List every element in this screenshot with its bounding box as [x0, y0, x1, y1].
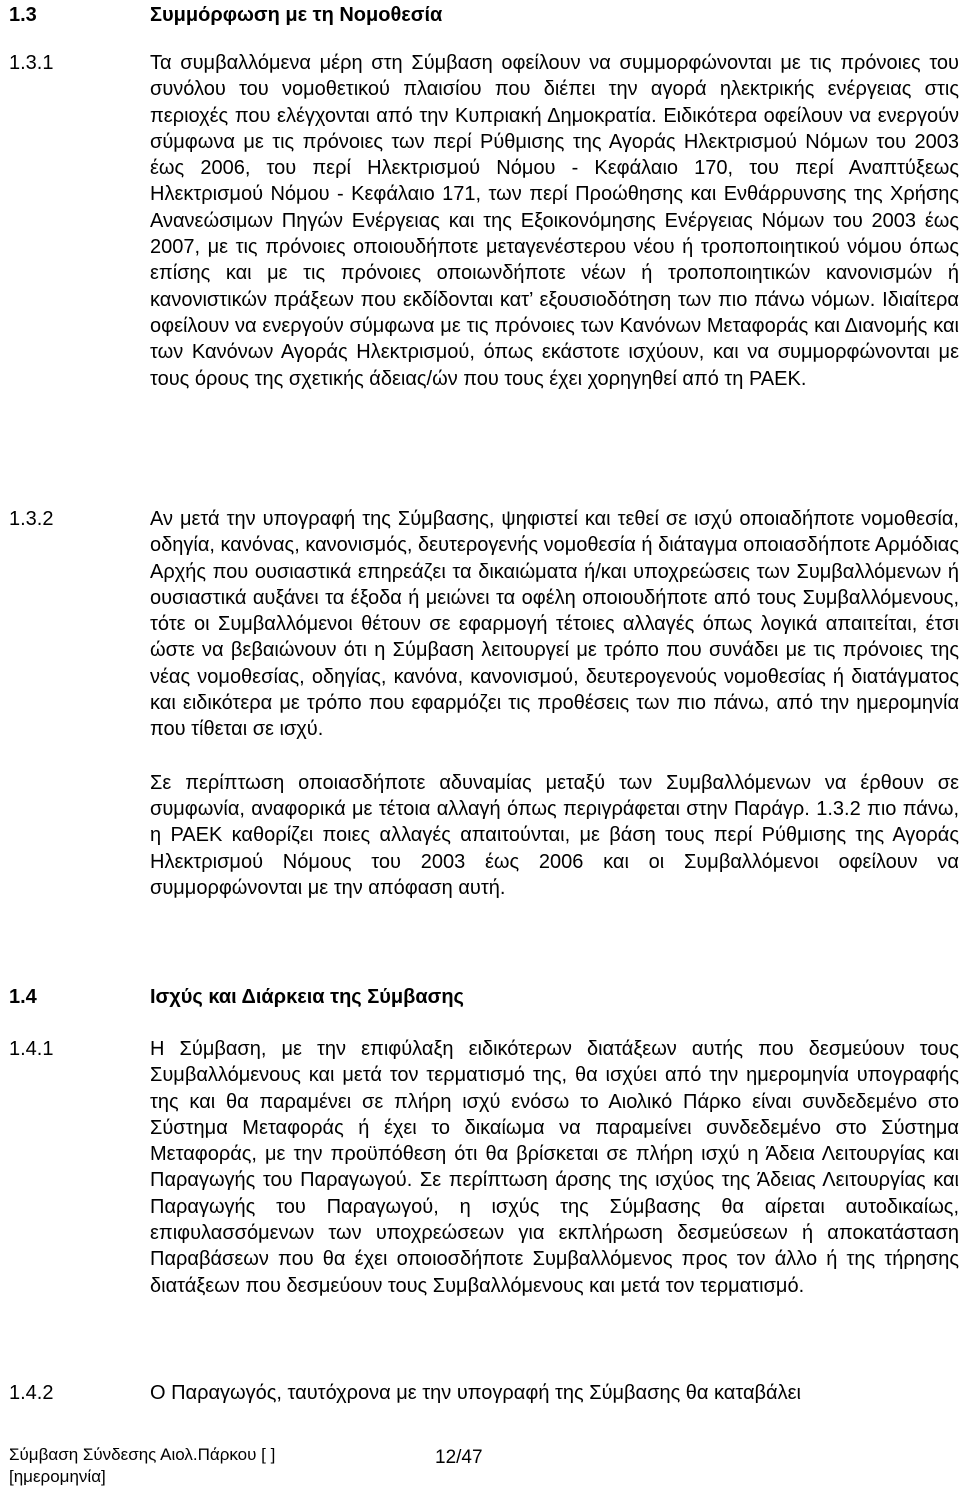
section-heading-1-3 — [9, 2, 959, 28]
footer-document-title: Σύμβαση Σύνδεσης Αιολ.Πάρκου [ ] — [9, 1445, 276, 1464]
footer-document-info — [9, 1444, 369, 1488]
section-number: 1.3 — [9, 4, 37, 26]
clause-number: 1.4.1 — [9, 1038, 54, 1060]
clause-paragraph: Αν μετά την υπογραφή της Σύμβασης, ψηφιστεί και τεθεί σε ισχύ οποιαδήποτε νομοθεσία, οδηγία, κανόνας, κανονισμός, δευτερογενής νομοθεσία ή διάταγμα οποιασδήποτε Αρμόδιας Αρχής που ουσιαστικά επηρεάζει τα δικαιώματα ή/και υποχρεώσεις των Συμβαλλόμενων ή ουσιαστικά αυξάνει τα έξοδα ή μειώνει τα οφέλη οποιουδήποτε από τους Συμβαλλόμενους, τότε οι Συμβαλλόμενοι θέτουν σε εφαρμογή τέτοιες αλλαγές όπως λογικά απαιτείται, έτσι ώστε να βεβαιώνουν ότι η Σύμβαση λειτουργεί με τρόπο που συνάδει με τις πρόνοιες της νέας νομοθεσίας, οδηγίας, κανόνα, κανονισμού, δευτερογενούς νομοθεσίας ή διατάγματος και ειδικότερα με τρόπο που εφαρμόζει τις προθέσεις των πιο πάνω, από την ημερομηνία που τίθεται σε ισχύ. — [150, 508, 959, 741]
clause-paragraph: Σε περίπτωση οποιασδήποτε αδυναμίας μεταξύ των Συμβαλλόμενων να έρθουν σε συμφωνία, αναφορικά με τέτοια αλλαγή όπως περιγράφεται στην Παράγρ. 1.3.2 πιο πάνω, η ΡΑΕΚ καθορίζει ποιες αλλαγές απαιτούνται, με βάση τους περί Ρύθμισης της Αγοράς Ηλεκτρισμού Νόμους του 2003 έως 2006 και οι Συμβαλλόμενοι οφείλουν να συμμορφώνονται με την απόφαση αυτή. — [150, 771, 959, 899]
clause-number: 1.3.2 — [9, 508, 54, 530]
clause-1-3-2 — [9, 506, 959, 901]
page-footer — [9, 1444, 569, 1488]
clause-body — [150, 1380, 959, 1406]
clause-paragraph: Τα συμβαλλόμενα μέρη στη Σύμβαση οφείλουν να συμμορφώνονται με τις πρόνοιες του συνόλου του νομοθετικού πλαισίου που διέπει την αγορά ηλεκτρικής ενέργειας στις περιοχές που ελέγχονται από την Κυπριακή Δημοκρατία. Ειδικότερα οφείλουν να ενεργούν σύμφωνα με τις πρόνοιες των περί Ρύθμισης της Αγοράς Ηλεκτρισμού Νόμων του 2003 έως 2006, του περί Ηλεκτρισμού Νόμου - Κεφάλαιο 170, του περί Αναπτύξεως Ηλεκτρισμού Νόμου - Κεφάλαιο 171, των περί Προώθησης και Ενθάρρυνσης της Χρήσης Ανανεώσιμων Πηγών Ενέργειας και της Εξοικονόμησης Ενέργειας Νόμων του 2003 έως 2007, με τις πρόνοιες οποιουδήποτε μεταγενέστερου νέου ή τροποποιητικού νόμου όπως επίσης και με τις πρόνοιες οποιωνδήποτε νέων ή τροποποιητικών κανονισμών ή κανονιστικών πράξεων που εκδίδονται κατ’ εξουσιοδότηση των πιο πάνω νόμων. Ιδιαίτερα οφείλουν να ενεργούν σύμφωνα με τις πρόνοιες των Κανόνων Μεταφοράς και Διανομής και των Κανόνων Αγοράς Ηλεκτρισμού, όπως εκάστοτε ισχύουν, και να συμμορφώνονται με τους όρους της σχετικής άδειας/ών που τους έχει χορηγηθεί από τη ΡΑΕΚ. — [150, 52, 959, 390]
clause-number: 1.4.2 — [9, 1382, 54, 1404]
clause-paragraph: Η Σύμβαση, με την επιφύλαξη ειδικότερων διατάξεων αυτής που δεσμεύουν τους Συμβαλλόμενους και μετά τον τερματισμό της, θα ισχύει από την ημερομηνία υπογραφής της και θα παραμένει σε πλήρη ισχύ ενόσω το Αιολικό Πάρκο είναι συνδεδεμένο στο Σύστημα Μεταφοράς ή έχει το δικαίωμα να παραμείνει συνδεδεμένο στο Σύστημα Μεταφοράς, με την προϋπόθεση ότι θα βρίσκεται σε πλήρη ισχύ η Άδεια Λειτουργίας και Παραγωγής του Παραγωγού. Σε περίπτωση άρσης της ισχύος της Άδειας Λειτουργίας και Παραγωγής του Παραγωγού, η ισχύς της Σύμβασης θα αίρεται αυτοδικαίως, επιφυλασσόμενων των υποχρεώσεων για εκπλήρωση δεσμεύσεων ή αποκατάσταση Παραβάσεων που θα έχει οποιοσδήποτε Συμβαλλόμενος προς τον άλλο ή της τήρησης διατάξεων που δεσμεύουν τους Συμβαλλόμενους και μετά τον τερματισμό. — [150, 1038, 959, 1297]
clause-number: 1.3.1 — [9, 52, 54, 74]
page-number: 12/47 — [435, 1447, 483, 1468]
clause-1-4-1 — [9, 1036, 959, 1299]
clause-1-4-2 — [9, 1380, 959, 1406]
clause-body — [150, 50, 959, 392]
clause-1-3-1 — [9, 50, 959, 392]
footer-date: [ημερομηνία] — [9, 1467, 106, 1486]
clause-paragraph: Ο Παραγωγός, ταυτόχρονα με την υπογραφή της Σύμβασης θα καταβάλει — [150, 1382, 801, 1404]
section-title: Συμμόρφωση με τη Νομοθεσία — [150, 4, 443, 26]
section-title: Ισχύς και Διάρκεια της Σύμβασης — [150, 986, 464, 1008]
clause-body — [150, 506, 959, 901]
clause-body — [150, 1036, 959, 1299]
section-heading-1-4 — [9, 984, 959, 1010]
section-number: 1.4 — [9, 986, 37, 1008]
